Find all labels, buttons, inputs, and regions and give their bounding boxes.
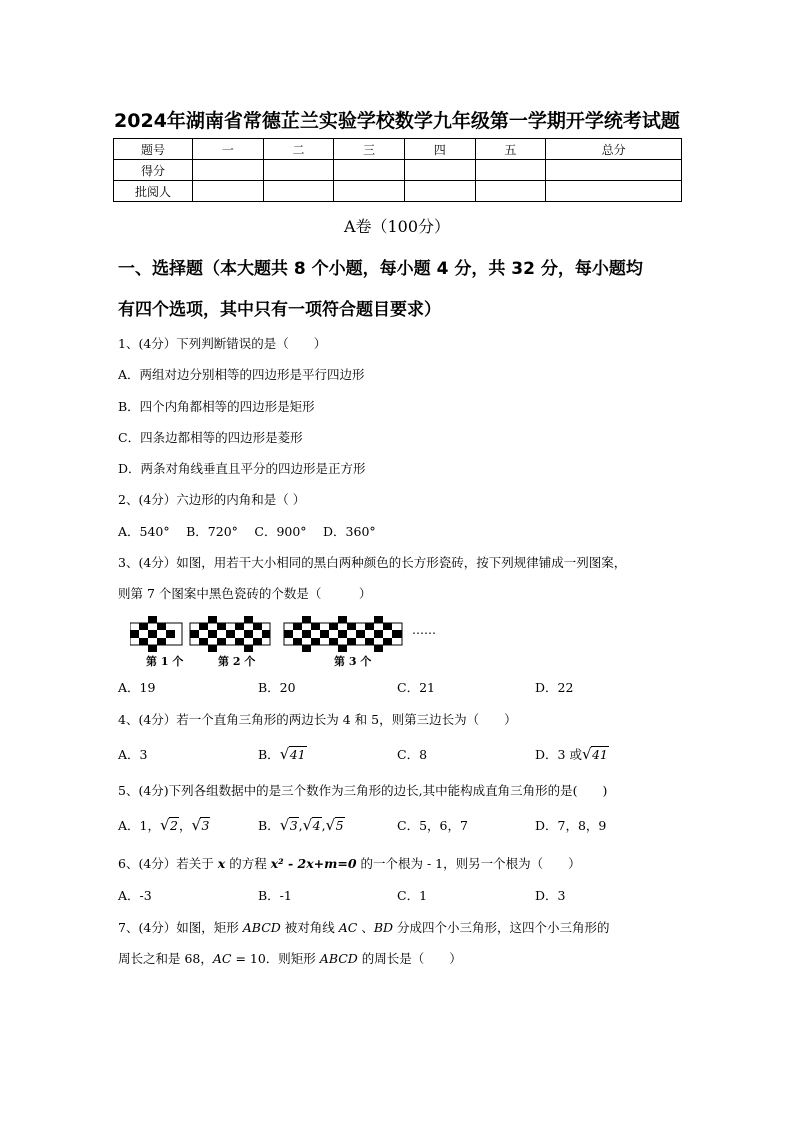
sqrt-symbol [326, 818, 345, 833]
grader-cell [404, 181, 475, 202]
grader-cell [263, 181, 334, 202]
q3-stem-line1: 3、(4分）如图，用若干大小相同的黑白两种颜色的长方形瓷砖，按下列规律铺成一列图案， [118, 555, 627, 570]
q1-option-c: C．四条边都相等的四边形是菱形 [118, 430, 303, 445]
pattern-2-label: 第 2 个 [218, 655, 256, 668]
q4-option-a: A．3 [118, 747, 148, 762]
q2-options: A．540° B．720° C．900° D．360° [118, 524, 376, 539]
pattern-2 [190, 616, 270, 652]
q7-rect-abcd-2: ABCD [319, 951, 358, 966]
q5-option-a [118, 816, 210, 834]
score-row [114, 160, 682, 181]
q6-stem-c: 的一个根为 - 1，则另一个根为（ ） [356, 856, 581, 871]
pattern-1 [130, 616, 182, 652]
pattern-ellipsis: …… [412, 623, 436, 637]
q7-stem-line1 [118, 918, 610, 936]
q1-option-a: A．两组对边分别相等的四边形是平行四边形 [118, 367, 365, 382]
q4-option-b-radicand: 41 [289, 747, 306, 762]
q1-option-b: B．四个内角都相等的四边形是矩形 [118, 399, 315, 414]
grader-row-label: 批阅人 [114, 181, 193, 202]
q6-option-c: C．1 [397, 888, 428, 903]
q4-option-b [258, 745, 307, 763]
score-table-header-row [114, 139, 682, 160]
section-heading-line1: 一、选择题（本大题共 8 个小题，每小题 4 分，共 32 分，每小题均 [118, 259, 643, 279]
score-cell [475, 160, 546, 181]
sqrt-symbol [280, 818, 299, 833]
q7-diag-ac: AC [338, 920, 358, 935]
grader-cell [334, 181, 405, 202]
q7-stem2-c: 的周长是（ ） [357, 951, 462, 966]
q7-stem-line2 [118, 949, 462, 967]
sqrt-symbol [582, 747, 609, 762]
comma: , [298, 818, 303, 833]
score-header-cell: 题号 [114, 139, 193, 160]
pattern-3-label: 第 3 个 [334, 655, 372, 668]
volume-heading: A卷（100分） [343, 217, 451, 236]
q4-option-c: C．8 [397, 747, 428, 762]
q5-option-d: D．7，8，9 [535, 818, 607, 833]
q4-option-d-radicand: 41 [591, 747, 608, 762]
q3-option-c: C．21 [397, 680, 435, 695]
q4-option-d [535, 745, 609, 763]
q4-option-b-prefix: B． [258, 747, 280, 762]
score-header-cell: 三 [334, 139, 405, 160]
pattern-1-label: 第 1 个 [146, 655, 184, 668]
q4-option-d-prefix: D．3 或 [535, 747, 582, 762]
q7-stem2-b: = 10．则矩形 [231, 951, 320, 966]
q6-var-x: x [217, 856, 226, 871]
score-row-label: 得分 [114, 160, 193, 181]
score-header-cell: 总分 [546, 139, 682, 160]
score-cell [404, 160, 475, 181]
score-table [113, 138, 682, 202]
score-cell [546, 160, 682, 181]
q7-stem2-a: 周长之和是 68， [118, 951, 213, 966]
q3-stem-line2: 则第 7 个图案中黑色瓷砖的个数是（ ） [118, 586, 372, 601]
grader-cell [193, 181, 264, 202]
score-header-cell: 四 [404, 139, 475, 160]
section-heading-line2: 有四个选项，其中只有一项符合题目要求） [118, 300, 441, 320]
score-header-cell: 五 [475, 139, 546, 160]
q5-option-b [258, 816, 345, 834]
q7-diag-bd: BD [373, 920, 394, 935]
score-header-cell: 二 [263, 139, 334, 160]
q1-stem: 1、(4分）下列判断错误的是（ ） [118, 336, 327, 351]
q7-stem1-b: 被对角线 [280, 920, 339, 935]
q7-stem1-c: 、 [357, 920, 374, 935]
q6-stem-b: 的方程 [225, 856, 271, 871]
comma: , [321, 818, 326, 833]
q5-option-a-radicand-2: 3 [201, 818, 210, 833]
q3-option-d: D．22 [535, 680, 574, 695]
q7-stem1-a: 7、(4分）如图，矩形 [118, 920, 243, 935]
score-cell [334, 160, 405, 181]
q6-stem [118, 854, 581, 872]
q6-option-d: D．3 [535, 888, 566, 903]
sqrt-symbol [160, 818, 179, 833]
q1-option-d: D．两条对角线垂直且平分的四边形是正方形 [118, 461, 366, 476]
q3-option-a: A．19 [118, 680, 156, 695]
q2-stem: 2、(4分）六边形的内角和是（ ） [118, 492, 306, 507]
q7-rect-abcd: ABCD [242, 920, 281, 935]
q3-option-b: B．20 [258, 680, 296, 695]
q6-equation: x² - 2x+m=0 [270, 856, 357, 871]
score-header-cell: 一 [193, 139, 264, 160]
grader-cell [475, 181, 546, 202]
sqrt-symbol [280, 747, 307, 762]
q5-option-c: C．5，6，7 [397, 818, 468, 833]
q6-option-b: B．-1 [258, 888, 292, 903]
grader-row [114, 181, 682, 202]
q5-option-b-prefix: B． [258, 818, 280, 833]
q7-diag-ac-eq: AC [212, 951, 232, 966]
q5-option-b-radicand-3: 5 [335, 818, 344, 833]
q5-option-b-radicand-1: 3 [289, 818, 298, 833]
q5-option-a-prefix: A．1， [118, 818, 160, 833]
exam-title: 2024年湖南省常德芷兰实验学校数学九年级第一学期开学统考试题 [114, 110, 680, 132]
sqrt-symbol [303, 818, 322, 833]
q5-stem: 5、(4分)下列各组数据中的是三个数作为三角形的边长,其中能构成直角三角形的是( ) [118, 783, 608, 798]
tile-pattern-figure [130, 612, 450, 670]
score-cell [193, 160, 264, 181]
q4-stem: 4、(4分）若一个直角三角形的两边长为 4 和 5，则第三边长为（ ） [118, 712, 517, 727]
q5-option-a-radicand-1: 2 [169, 818, 178, 833]
grader-cell [546, 181, 682, 202]
q6-stem-a: 6、(4分）若关于 [118, 856, 218, 871]
q5-option-a-sep: ， [178, 818, 192, 833]
pattern-3 [284, 616, 402, 652]
q7-stem1-d: 分成四个小三角形，这四个小三角形的 [393, 920, 610, 935]
q6-option-a: A．-3 [118, 888, 152, 903]
sqrt-symbol [191, 818, 210, 833]
score-cell [263, 160, 334, 181]
q5-option-b-radicand-2: 4 [312, 818, 321, 833]
